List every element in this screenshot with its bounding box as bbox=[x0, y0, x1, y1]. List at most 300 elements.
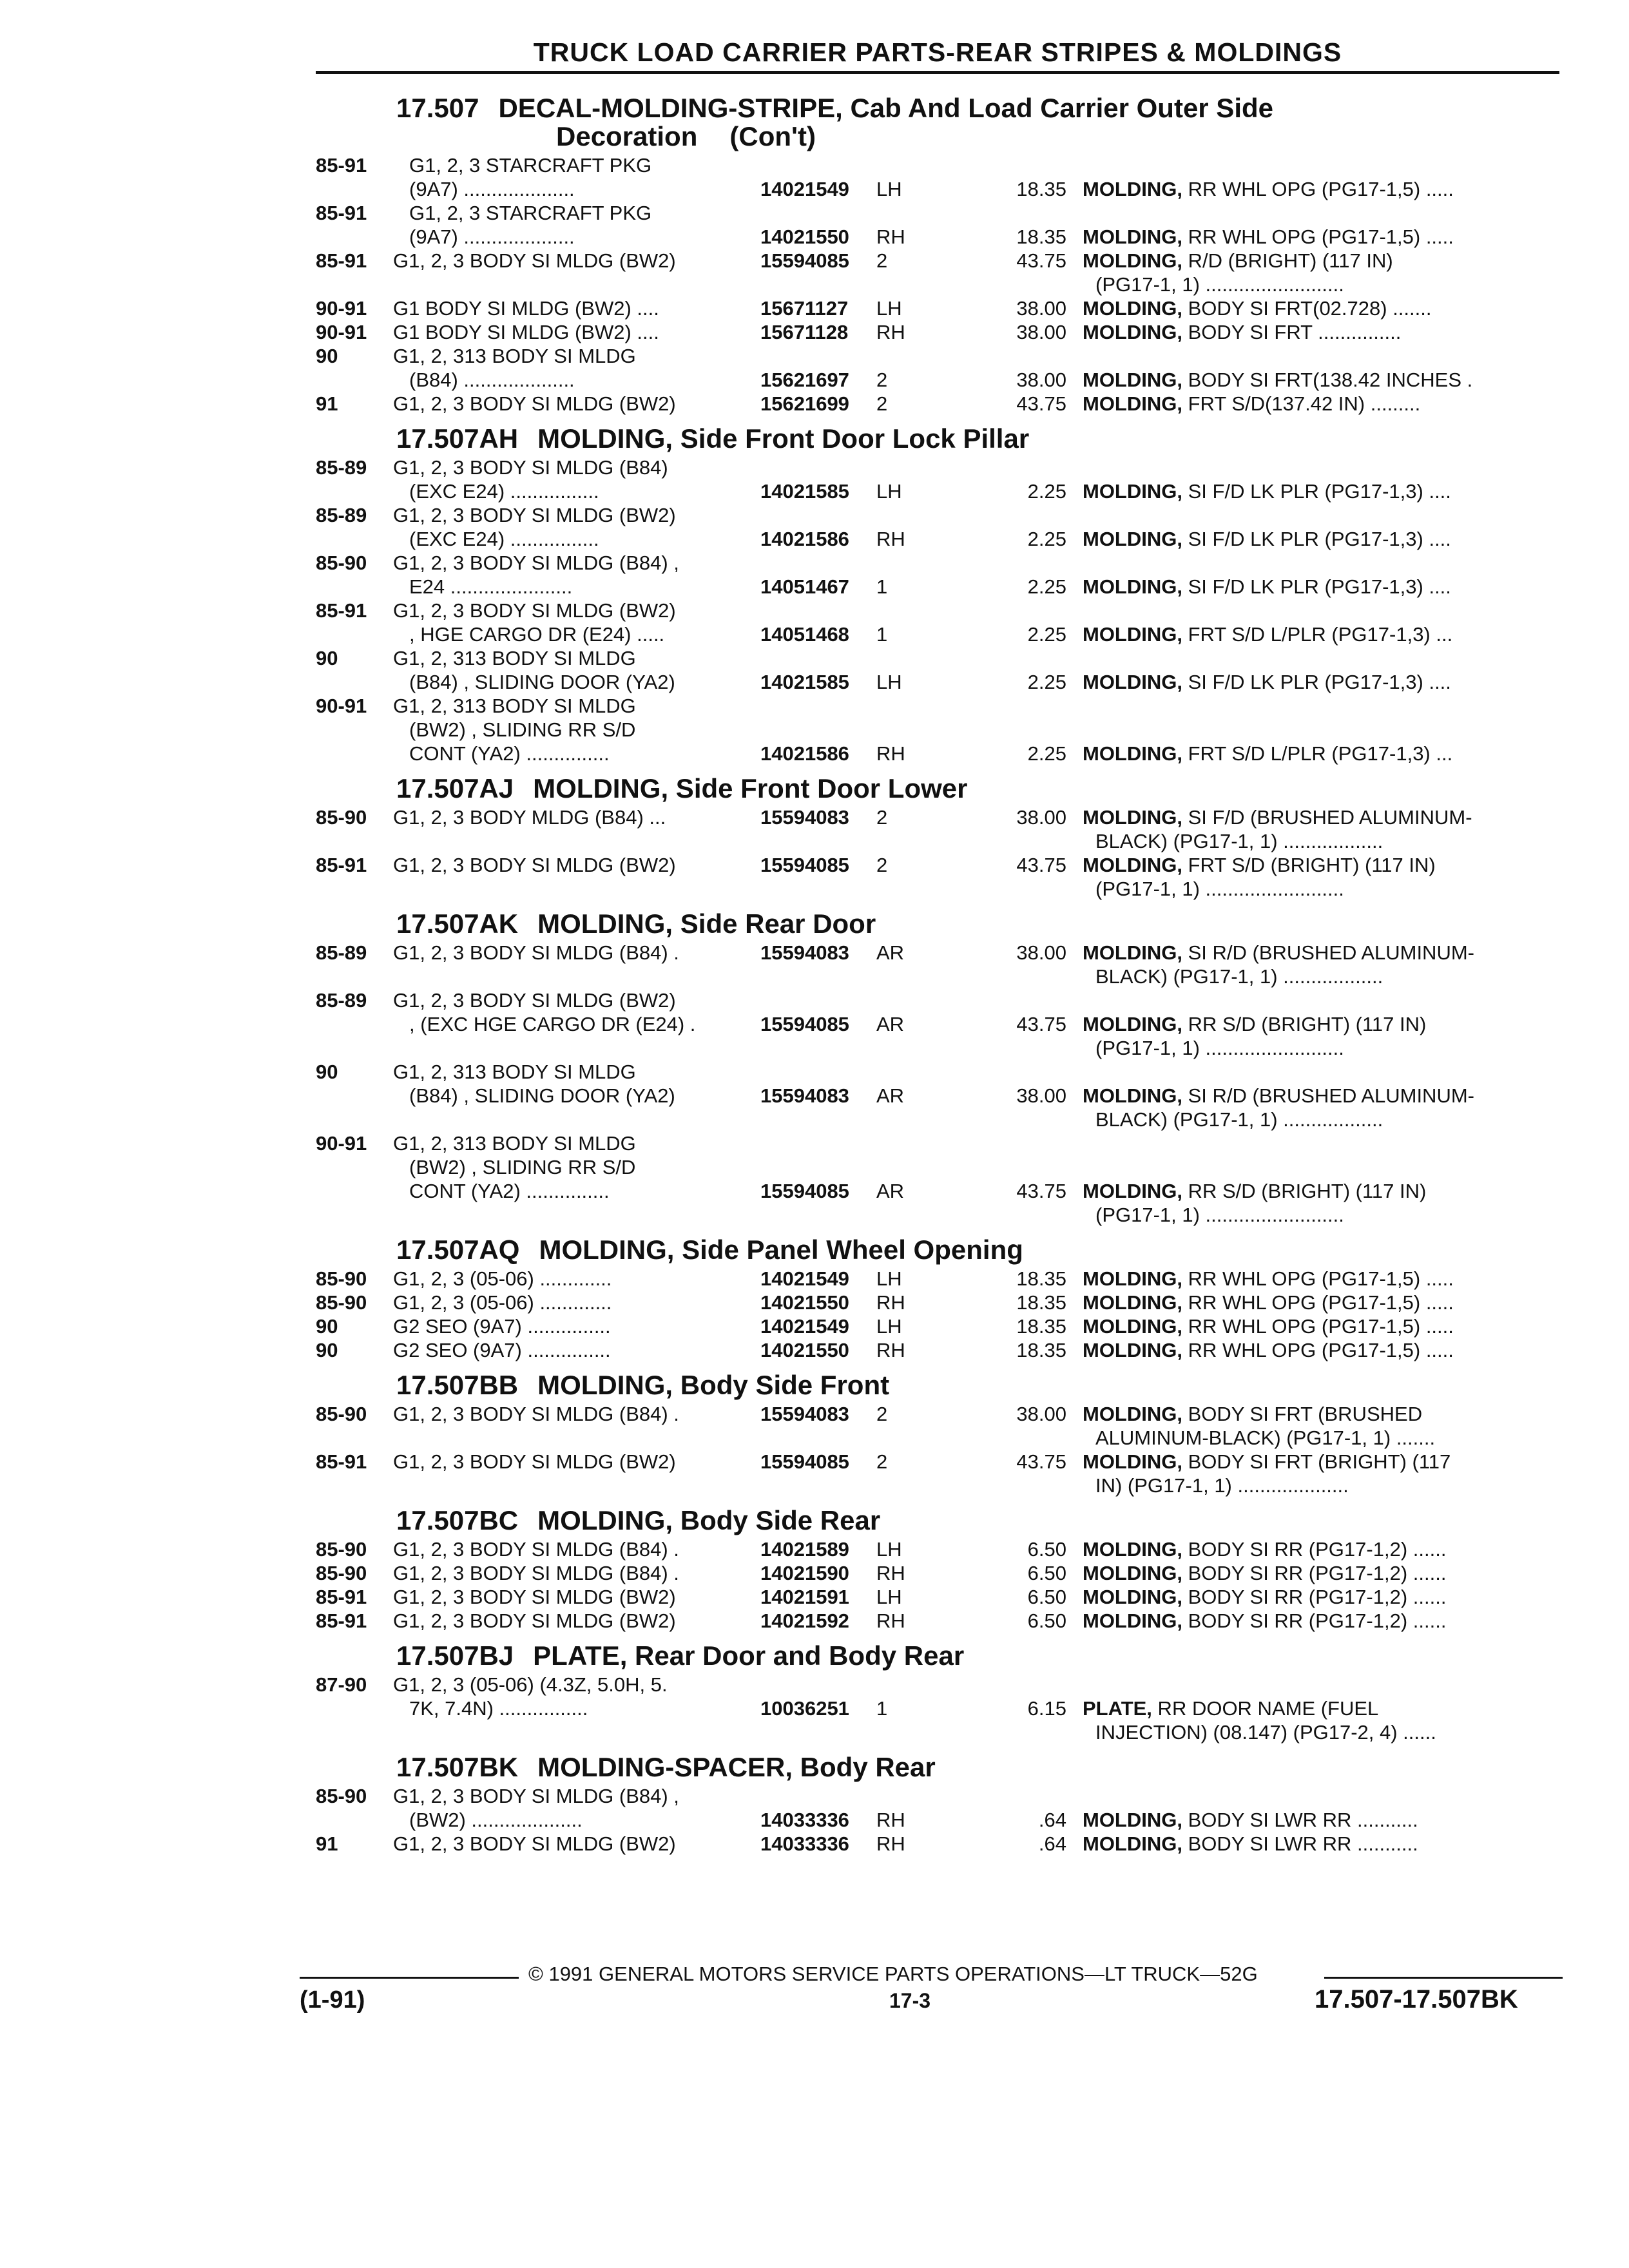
part-noun: MOLDING, bbox=[1083, 178, 1182, 200]
model-years: 91 bbox=[316, 392, 338, 415]
part-name bbox=[1083, 392, 1420, 416]
part-detail: BODY SI FRT (BRUSHED bbox=[1182, 1403, 1423, 1425]
part-detail: FRT S/D(137.42 IN) ......... bbox=[1182, 392, 1421, 415]
usage-description: CONT (YA2) ............... bbox=[409, 742, 610, 765]
part-number: 14021590 bbox=[760, 1562, 849, 1584]
table-row bbox=[309, 965, 1572, 988]
footer-rule-right bbox=[1324, 1977, 1563, 1979]
model-years: 85-91 bbox=[316, 1610, 367, 1632]
part-number: 15594085 bbox=[760, 249, 849, 272]
part-noun: MOLDING, bbox=[1083, 1315, 1182, 1338]
model-years: 90-91 bbox=[316, 297, 367, 320]
part-name bbox=[1083, 1314, 1454, 1338]
table-row bbox=[309, 551, 1572, 575]
section-heading: MOLDING-SPACER, Body Rear bbox=[537, 1752, 936, 1782]
part-number: 15594085 bbox=[760, 854, 849, 876]
quantity: RH bbox=[876, 321, 905, 343]
quantity: AR bbox=[876, 941, 905, 964]
part-noun: MOLDING, bbox=[1083, 623, 1182, 646]
section-number: 17.507AK bbox=[396, 908, 519, 939]
footer-page-number: 17-3 bbox=[889, 1989, 931, 2012]
part-name bbox=[1083, 1179, 1426, 1203]
table-row bbox=[309, 1338, 1572, 1362]
model-years: 85-91 bbox=[316, 599, 367, 622]
usage-description: G1, 2, 3 BODY SI MLDG (BW2) bbox=[393, 1450, 676, 1473]
part-number: 14021592 bbox=[760, 1610, 849, 1632]
price: 6.15 bbox=[1027, 1697, 1066, 1720]
quantity: RH bbox=[876, 742, 905, 765]
quantity: 1 bbox=[876, 575, 888, 598]
price: 18.35 bbox=[1016, 1291, 1066, 1314]
price: 18.35 bbox=[1016, 1315, 1066, 1338]
quantity: AR bbox=[876, 1013, 905, 1035]
part-name bbox=[1083, 1402, 1422, 1426]
part-noun: MOLDING, bbox=[1083, 1339, 1182, 1361]
table-row bbox=[309, 1720, 1572, 1744]
part-number: 15594083 bbox=[760, 941, 849, 964]
quantity: RH bbox=[876, 1809, 905, 1831]
part-detail: RR S/D (BRIGHT) (117 IN) bbox=[1182, 1013, 1427, 1035]
part-number: 14021585 bbox=[760, 480, 849, 503]
part-noun: MOLDING, bbox=[1083, 1180, 1182, 1202]
table-row bbox=[309, 1450, 1572, 1474]
model-years: 90 bbox=[316, 345, 338, 367]
usage-description: G1, 2, 3 BODY SI MLDG (BW2) bbox=[393, 392, 676, 415]
quantity: LH bbox=[876, 671, 902, 693]
part-name bbox=[1083, 575, 1451, 599]
part-detail: RR WHL OPG (PG17-1,5) ..... bbox=[1182, 1291, 1454, 1314]
part-number: 14021549 bbox=[760, 1267, 849, 1290]
quantity: LH bbox=[876, 1538, 902, 1561]
part-detail: SI F/D (BRUSHED ALUMINUM- bbox=[1182, 806, 1472, 829]
usage-description: , (EXC HGE CARGO DR (E24) . bbox=[409, 1013, 696, 1035]
usage-description: G1, 2, 313 BODY SI MLDG bbox=[393, 695, 636, 717]
table-row bbox=[309, 575, 1572, 599]
part-noun: MOLDING, bbox=[1083, 1538, 1182, 1561]
part-detail-continued: (PG17-1, 1) ......................... bbox=[1095, 1037, 1344, 1059]
part-noun: MOLDING, bbox=[1083, 321, 1182, 343]
usage-description: G1, 2, 313 BODY SI MLDG bbox=[393, 1132, 636, 1155]
part-detail: SI F/D LK PLR (PG17-1,3) .... bbox=[1182, 480, 1451, 503]
part-detail: BODY SI RR (PG17-1,2) ...... bbox=[1182, 1610, 1447, 1632]
quantity: RH bbox=[876, 1610, 905, 1632]
part-number: 14021550 bbox=[760, 1291, 849, 1314]
usage-description: G1 BODY SI MLDG (BW2) .... bbox=[393, 321, 659, 343]
part-number: 15621697 bbox=[760, 369, 849, 391]
price: 43.75 bbox=[1016, 1450, 1066, 1473]
part-detail: BODY SI RR (PG17-1,2) ...... bbox=[1182, 1586, 1447, 1608]
part-number: 14021550 bbox=[760, 226, 849, 248]
section-number: 17.507BC bbox=[396, 1505, 519, 1535]
usage-description: (B84) .................... bbox=[409, 369, 575, 391]
usage-description: G1, 2, 3 (05-06) (4.3Z, 5.0H, 5. bbox=[393, 1673, 668, 1696]
usage-description: G1, 2, 313 BODY SI MLDG bbox=[393, 647, 636, 669]
table-row bbox=[309, 527, 1572, 551]
header-rule bbox=[316, 71, 1559, 74]
part-number: 15594083 bbox=[760, 1084, 849, 1107]
section-title bbox=[309, 1753, 1572, 1782]
part-detail: SI F/D LK PLR (PG17-1,3) .... bbox=[1182, 671, 1451, 693]
table-row bbox=[309, 1832, 1572, 1856]
quantity: AR bbox=[876, 1084, 905, 1107]
table-row bbox=[309, 670, 1572, 694]
part-number: 14033336 bbox=[760, 1809, 849, 1831]
part-noun: MOLDING, bbox=[1083, 742, 1182, 765]
model-years: 85-91 bbox=[316, 249, 367, 272]
parts-list bbox=[309, 90, 1572, 1861]
price: 6.50 bbox=[1027, 1586, 1066, 1608]
quantity: LH bbox=[876, 178, 902, 200]
part-detail: BODY SI RR (PG17-1,2) ...... bbox=[1182, 1562, 1447, 1584]
usage-description: G1, 2, 3 BODY MLDG (B84) ... bbox=[393, 806, 666, 829]
section-number: 17.507BK bbox=[396, 1752, 519, 1782]
part-detail: SI F/D LK PLR (PG17-1,3) .... bbox=[1182, 575, 1451, 598]
part-noun: MOLDING, bbox=[1083, 1809, 1182, 1831]
price: .64 bbox=[1038, 1832, 1066, 1855]
table-row bbox=[309, 225, 1572, 249]
part-name bbox=[1083, 622, 1452, 646]
usage-description: G1, 2, 3 BODY SI MLDG (BW2) bbox=[393, 504, 676, 526]
part-noun: MOLDING, bbox=[1083, 392, 1182, 415]
usage-description: G1, 2, 3 BODY SI MLDG (B84) , bbox=[393, 552, 679, 574]
part-detail-continued: BLACK) (PG17-1, 1) .................. bbox=[1095, 830, 1383, 852]
part-noun: MOLDING, bbox=[1083, 1084, 1182, 1107]
part-name bbox=[1083, 1808, 1418, 1832]
table-row bbox=[309, 988, 1572, 1012]
table-row bbox=[309, 1060, 1572, 1084]
table-row bbox=[309, 694, 1572, 718]
usage-description: (BW2) , SLIDING RR S/D bbox=[409, 718, 636, 741]
part-detail-continued: IN) (PG17-1, 1) .................... bbox=[1095, 1474, 1349, 1497]
part-number: 14021589 bbox=[760, 1538, 849, 1561]
table-row bbox=[309, 1609, 1572, 1633]
model-years: 85-90 bbox=[316, 1538, 367, 1561]
part-number: 14033336 bbox=[760, 1832, 849, 1855]
part-noun: MOLDING, bbox=[1083, 226, 1182, 248]
part-number: 15671127 bbox=[760, 297, 849, 320]
part-noun: MOLDING, bbox=[1083, 528, 1182, 550]
table-row bbox=[309, 177, 1572, 201]
table-row bbox=[309, 646, 1572, 670]
price: 38.00 bbox=[1016, 1084, 1066, 1107]
part-name bbox=[1083, 1537, 1446, 1561]
usage-description: G1, 2, 3 STARCRAFT PKG bbox=[409, 154, 652, 177]
part-name bbox=[1083, 320, 1401, 344]
table-row bbox=[309, 718, 1572, 742]
part-name bbox=[1083, 1561, 1446, 1585]
model-years: 85-90 bbox=[316, 1267, 367, 1290]
model-years: 85-91 bbox=[316, 854, 367, 876]
usage-description: (BW2) , SLIDING RR S/D bbox=[409, 1156, 636, 1178]
price: 2.25 bbox=[1027, 528, 1066, 550]
price: 2.25 bbox=[1027, 623, 1066, 646]
model-years: 85-90 bbox=[316, 1291, 367, 1314]
part-name bbox=[1083, 249, 1393, 273]
model-years: 90 bbox=[316, 1061, 338, 1083]
part-detail: BODY SI FRT(138.42 INCHES . bbox=[1182, 369, 1473, 391]
part-noun: MOLDING, bbox=[1083, 1291, 1182, 1314]
usage-description: G1, 2, 313 BODY SI MLDG bbox=[393, 345, 636, 367]
model-years: 91 bbox=[316, 1832, 338, 1855]
usage-description: G1, 2, 3 BODY SI MLDG (BW2) bbox=[393, 854, 676, 876]
section-heading: DECAL-MOLDING-STRIPE, Cab And Load Carrier Outer Side bbox=[498, 93, 1274, 123]
part-number: 14051467 bbox=[760, 575, 849, 598]
quantity: LH bbox=[876, 1586, 902, 1608]
table-row bbox=[309, 1291, 1572, 1314]
part-name bbox=[1083, 225, 1454, 249]
table-row bbox=[309, 599, 1572, 622]
usage-description: G1 BODY SI MLDG (BW2) .... bbox=[393, 297, 659, 320]
part-name bbox=[1083, 1267, 1454, 1291]
table-row bbox=[309, 456, 1572, 479]
part-detail-continued: INJECTION) (08.147) (PG17-2, 4) ...... bbox=[1095, 1721, 1436, 1744]
price: 2.25 bbox=[1027, 742, 1066, 765]
table-row bbox=[309, 368, 1572, 392]
usage-description: G1, 2, 3 BODY SI MLDG (B84) . bbox=[393, 1538, 679, 1561]
price: 18.35 bbox=[1016, 1267, 1066, 1290]
quantity: RH bbox=[876, 528, 905, 550]
page-header: TRUCK LOAD CARRIER PARTS-REAR STRIPES & MOLDINGS bbox=[533, 37, 1342, 67]
part-detail: BODY SI LWR RR ........... bbox=[1182, 1809, 1418, 1831]
section-title bbox=[309, 425, 1572, 453]
part-detail: RR WHL OPG (PG17-1,5) ..... bbox=[1182, 1315, 1454, 1338]
table-row bbox=[309, 853, 1572, 877]
price: 2.25 bbox=[1027, 480, 1066, 503]
part-detail: R/D (BRIGHT) (117 IN) bbox=[1182, 249, 1393, 272]
usage-description: G1, 2, 3 BODY SI MLDG (BW2) bbox=[393, 989, 676, 1012]
part-detail-continued: BLACK) (PG17-1, 1) .................. bbox=[1095, 1108, 1383, 1131]
table-row bbox=[309, 829, 1572, 853]
usage-description: G2 SEO (9A7) ............... bbox=[393, 1315, 611, 1338]
price: 38.00 bbox=[1016, 1403, 1066, 1425]
section-title bbox=[309, 1236, 1572, 1264]
part-name bbox=[1083, 527, 1451, 551]
table-row bbox=[309, 1474, 1572, 1497]
price: 38.00 bbox=[1016, 369, 1066, 391]
part-detail: SI R/D (BRUSHED ALUMINUM- bbox=[1182, 941, 1474, 964]
table-row bbox=[309, 201, 1572, 225]
part-number: 15621699 bbox=[760, 392, 849, 415]
part-noun: MOLDING, bbox=[1083, 369, 1182, 391]
part-name bbox=[1083, 1585, 1446, 1609]
part-detail: FRT S/D (BRIGHT) (117 IN) bbox=[1182, 854, 1436, 876]
part-detail: BODY SI FRT ............... bbox=[1182, 321, 1402, 343]
part-number: 14021549 bbox=[760, 1315, 849, 1338]
part-detail-continued: BLACK) (PG17-1, 1) .................. bbox=[1095, 965, 1383, 988]
part-detail: RR DOOR NAME (FUEL bbox=[1152, 1697, 1379, 1720]
section-heading-continued: Decoration bbox=[556, 121, 698, 151]
section-heading: MOLDING, Body Side Front bbox=[537, 1370, 890, 1400]
table-row bbox=[309, 742, 1572, 765]
price: 38.00 bbox=[1016, 941, 1066, 964]
model-years: 85-91 bbox=[316, 1450, 367, 1473]
usage-description: G1, 2, 3 BODY SI MLDG (BW2) bbox=[393, 1832, 676, 1855]
part-number: 14021586 bbox=[760, 528, 849, 550]
part-number: 15594085 bbox=[760, 1450, 849, 1473]
usage-description: (B84) , SLIDING DOOR (YA2) bbox=[409, 1084, 675, 1107]
part-name bbox=[1083, 1084, 1474, 1108]
section-heading: MOLDING, Side Front Door Lock Pillar bbox=[537, 423, 1030, 454]
part-detail: RR WHL OPG (PG17-1,5) ..... bbox=[1182, 226, 1454, 248]
part-number: 14051468 bbox=[760, 623, 849, 646]
table-row bbox=[309, 1784, 1572, 1808]
table-row bbox=[309, 1203, 1572, 1227]
price: 43.75 bbox=[1016, 1013, 1066, 1035]
model-years: 85-89 bbox=[316, 941, 367, 964]
part-number: 15594083 bbox=[760, 1403, 849, 1425]
table-row bbox=[309, 273, 1572, 296]
model-years: 85-91 bbox=[316, 202, 367, 224]
model-years: 90 bbox=[316, 1339, 338, 1361]
section-heading: MOLDING, Side Panel Wheel Opening bbox=[539, 1235, 1023, 1265]
part-noun: MOLDING, bbox=[1083, 1586, 1182, 1608]
part-noun: MOLDING, bbox=[1083, 575, 1182, 598]
usage-description: E24 ...................... bbox=[409, 575, 573, 598]
part-noun: MOLDING, bbox=[1083, 941, 1182, 964]
part-number: 15594085 bbox=[760, 1013, 849, 1035]
part-name bbox=[1083, 177, 1454, 201]
part-noun: PLATE, bbox=[1083, 1697, 1152, 1720]
section-number: 17.507AH bbox=[396, 423, 519, 454]
quantity: 2 bbox=[876, 369, 888, 391]
quantity: AR bbox=[876, 1180, 905, 1202]
part-name bbox=[1083, 670, 1451, 694]
table-row bbox=[309, 1696, 1572, 1720]
table-row bbox=[309, 153, 1572, 177]
table-row bbox=[309, 1108, 1572, 1131]
part-detail: BODY SI FRT(02.728) ....... bbox=[1182, 297, 1432, 320]
part-noun: MOLDING, bbox=[1083, 1403, 1182, 1425]
section-number: 17.507 bbox=[396, 93, 479, 123]
quantity: RH bbox=[876, 1832, 905, 1855]
quantity: RH bbox=[876, 1291, 905, 1314]
part-name bbox=[1083, 853, 1436, 877]
usage-description: G2 SEO (9A7) ............... bbox=[393, 1339, 611, 1361]
quantity: LH bbox=[876, 1315, 902, 1338]
part-noun: MOLDING, bbox=[1083, 1832, 1182, 1855]
part-name bbox=[1083, 1338, 1454, 1362]
usage-description: G1, 2, 3 BODY SI MLDG (BW2) bbox=[393, 1610, 676, 1632]
price: 18.35 bbox=[1016, 178, 1066, 200]
part-detail: SI R/D (BRUSHED ALUMINUM- bbox=[1182, 1084, 1474, 1107]
part-detail: RR WHL OPG (PG17-1,5) ..... bbox=[1182, 1267, 1454, 1290]
usage-description: G1, 2, 3 (05-06) ............. bbox=[393, 1267, 612, 1290]
model-years: 90 bbox=[316, 647, 338, 669]
usage-description: G1, 2, 3 BODY SI MLDG (B84) . bbox=[393, 941, 679, 964]
part-name bbox=[1083, 296, 1432, 320]
part-noun: MOLDING, bbox=[1083, 854, 1182, 876]
part-detail-continued: (PG17-1, 1) ......................... bbox=[1095, 273, 1344, 296]
price: 18.35 bbox=[1016, 1339, 1066, 1361]
usage-description: (9A7) .................... bbox=[409, 178, 575, 200]
part-name bbox=[1083, 479, 1451, 503]
table-row bbox=[309, 320, 1572, 344]
part-name bbox=[1083, 941, 1474, 965]
model-years: 85-89 bbox=[316, 504, 367, 526]
usage-description: G1, 2, 3 BODY SI MLDG (B84) . bbox=[393, 1562, 679, 1584]
section-heading: PLATE, Rear Door and Body Rear bbox=[533, 1640, 965, 1671]
part-noun: MOLDING, bbox=[1083, 1013, 1182, 1035]
section-title bbox=[309, 910, 1572, 938]
quantity: 2 bbox=[876, 806, 888, 829]
section-number: 17.507BJ bbox=[396, 1640, 514, 1671]
table-row bbox=[309, 1036, 1572, 1060]
part-name bbox=[1083, 1609, 1446, 1633]
usage-description: G1, 2, 3 BODY SI MLDG (BW2) bbox=[393, 249, 676, 272]
part-number: 14021585 bbox=[760, 671, 849, 693]
part-number: 15594083 bbox=[760, 806, 849, 829]
section-heading: MOLDING, Side Front Door Lower bbox=[533, 773, 968, 803]
table-row bbox=[309, 1179, 1572, 1203]
price: 38.00 bbox=[1016, 321, 1066, 343]
quantity: LH bbox=[876, 1267, 902, 1290]
part-name bbox=[1083, 1012, 1426, 1036]
quantity: 2 bbox=[876, 854, 888, 876]
price: 43.75 bbox=[1016, 1180, 1066, 1202]
table-row bbox=[309, 296, 1572, 320]
footer-range: 17.507-17.507BK bbox=[1315, 1985, 1518, 2013]
price: 43.75 bbox=[1016, 392, 1066, 415]
footer-date: (1-91) bbox=[300, 1986, 365, 2013]
table-row bbox=[309, 805, 1572, 829]
table-row bbox=[309, 1314, 1572, 1338]
price: 18.35 bbox=[1016, 226, 1066, 248]
quantity: 1 bbox=[876, 623, 888, 646]
part-detail-continued: (PG17-1, 1) ......................... bbox=[1095, 878, 1344, 900]
model-years: 85-90 bbox=[316, 552, 367, 574]
part-detail: BODY SI LWR RR ........... bbox=[1182, 1832, 1418, 1855]
section-title bbox=[309, 1642, 1572, 1670]
table-row bbox=[309, 1084, 1572, 1108]
usage-description: G1, 2, 3 (05-06) ............. bbox=[393, 1291, 612, 1314]
model-years: 90-91 bbox=[316, 695, 367, 717]
model-years: 85-91 bbox=[316, 1586, 367, 1608]
price: .64 bbox=[1038, 1809, 1066, 1831]
part-detail: BODY SI FRT (BRIGHT) (117 bbox=[1182, 1450, 1451, 1473]
section-title bbox=[309, 1506, 1572, 1535]
usage-description: G1, 2, 3 STARCRAFT PKG bbox=[409, 202, 652, 224]
section-heading: MOLDING, Side Rear Door bbox=[537, 908, 876, 939]
price: 6.50 bbox=[1027, 1610, 1066, 1632]
part-number: 10036251 bbox=[760, 1697, 849, 1720]
usage-description: 7K, 7.4N) ................ bbox=[409, 1697, 588, 1720]
table-row bbox=[309, 1585, 1572, 1609]
quantity: RH bbox=[876, 1339, 905, 1361]
table-row bbox=[309, 1267, 1572, 1291]
part-detail: RR WHL OPG (PG17-1,5) ..... bbox=[1182, 1339, 1454, 1361]
table-row bbox=[309, 1012, 1572, 1036]
usage-description: (EXC E24) ................ bbox=[409, 480, 599, 503]
quantity: 2 bbox=[876, 392, 888, 415]
part-detail: RR S/D (BRIGHT) (117 IN) bbox=[1182, 1180, 1427, 1202]
price: 43.75 bbox=[1016, 249, 1066, 272]
part-noun: MOLDING, bbox=[1083, 1450, 1182, 1473]
part-name bbox=[1083, 1696, 1378, 1720]
part-number: 14021550 bbox=[760, 1339, 849, 1361]
part-noun: MOLDING, bbox=[1083, 249, 1182, 272]
usage-description: G1, 2, 313 BODY SI MLDG bbox=[393, 1061, 636, 1083]
part-detail: SI F/D LK PLR (PG17-1,3) .... bbox=[1182, 528, 1451, 550]
usage-description: (BW2) .................... bbox=[409, 1809, 583, 1831]
usage-description: CONT (YA2) ............... bbox=[409, 1180, 610, 1202]
part-name bbox=[1083, 1291, 1454, 1314]
quantity: 2 bbox=[876, 1403, 888, 1425]
model-years: 90-91 bbox=[316, 1132, 367, 1155]
table-row bbox=[309, 1808, 1572, 1832]
price: 2.25 bbox=[1027, 575, 1066, 598]
section-number: 17.507AQ bbox=[396, 1235, 520, 1265]
part-noun: MOLDING, bbox=[1083, 1562, 1182, 1584]
